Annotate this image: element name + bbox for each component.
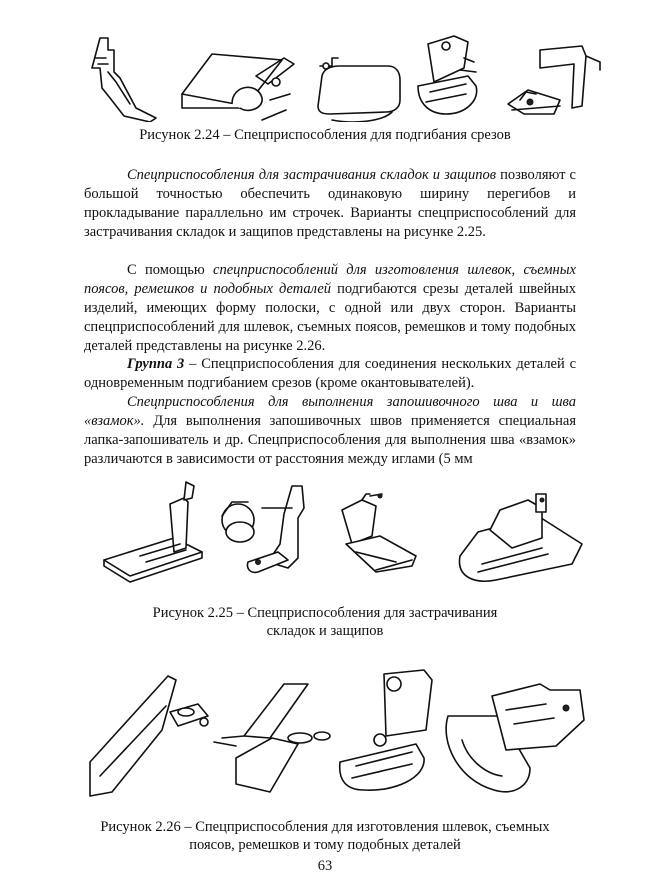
loop-device-2-illustration xyxy=(214,684,330,792)
folder-device-4-illustration xyxy=(418,36,477,114)
tuck-device-2-illustration xyxy=(222,486,304,572)
figure-2-26-caption xyxy=(40,818,610,854)
paragraph-2-text: подгибаются срезы деталей швейных изделий, имеющих форму полоски, с одной или двух сторон. Варианты спецприспособлений для шлевок, съемных поясов, ремешков и тому подобных деталей представлены на рисунке 2.26. xyxy=(84,280,576,354)
paragraph-4-italic: Спецприспособления для выполнения запошивочного шва и шва «взамок». xyxy=(84,394,576,429)
figure-2-25-illustrations xyxy=(0,474,650,586)
paragraph-4 xyxy=(84,393,576,469)
page-number: 63 xyxy=(317,858,333,874)
figure-2-25-caption-line2: складок и защипов xyxy=(266,623,384,639)
folder-device-5-illustration xyxy=(508,46,600,114)
figure-2-26-caption-line1: Рисунок 2.26 – Спецприспособления для изготовления шлевок, съемных xyxy=(100,819,550,835)
figure-2-24-caption: Рисунок 2.24 – Спецприспособления для подгибания срезов xyxy=(139,127,511,143)
tuck-device-4-illustration xyxy=(459,494,582,581)
figure-2-26-illustrations xyxy=(0,666,650,806)
figure-2-25-caption-line1: Рисунок 2.25 – Спецприспособления для застрачивания xyxy=(152,605,498,621)
folder-device-1-illustration xyxy=(92,38,156,122)
tuck-device-3-illustration xyxy=(342,494,416,572)
paragraph-2 xyxy=(84,261,576,356)
paragraph-3-bold-italic: Группа 3 xyxy=(127,356,185,372)
tuck-device-1-illustration xyxy=(104,482,202,582)
paragraph-3-text: – Спецприспособления для соединения нескольких деталей с одновременным подгибанием срезов (кроме окантовывателей). xyxy=(84,356,577,391)
figure-2-24-illustrations xyxy=(0,30,650,122)
paragraph-4-text: Для выполнения запошивочных швов применяется специальная лапка-запошиватель и др. Спецприспособления для выполнения шва «взамок» различаются в зависимости от расстояния между иглами (5 мм xyxy=(84,412,576,467)
paragraph-1-text: позволяют с большой точностью обеспечить одинаковую ширину перегибов и прокладывание параллельно им строчек. Варианты спецприспособлений для застрачивания складок и защипов представлены на рисунке 2.25. xyxy=(84,167,576,240)
paragraph-1-italic: Спецприспособления для застрачивания складок и защипов xyxy=(127,167,497,183)
figure-2-25-caption xyxy=(60,604,590,640)
loop-device-4-illustration xyxy=(446,684,584,792)
paragraph-3 xyxy=(84,355,576,393)
paragraph-2-italic: спецприспособлений для изготовления шлевок, съемных поясов, ремешков и подобных деталей xyxy=(84,262,576,297)
paragraph-2-lead: С помощью xyxy=(127,262,214,278)
loop-device-1-illustration xyxy=(90,676,208,796)
figure-2-26-caption-line2: поясов, ремешков и тому подобных деталей xyxy=(189,837,461,853)
folder-device-2-illustration xyxy=(182,54,294,120)
loop-device-3-illustration xyxy=(340,670,432,790)
folder-device-3-illustration xyxy=(318,58,400,122)
paragraph-1 xyxy=(84,166,576,242)
